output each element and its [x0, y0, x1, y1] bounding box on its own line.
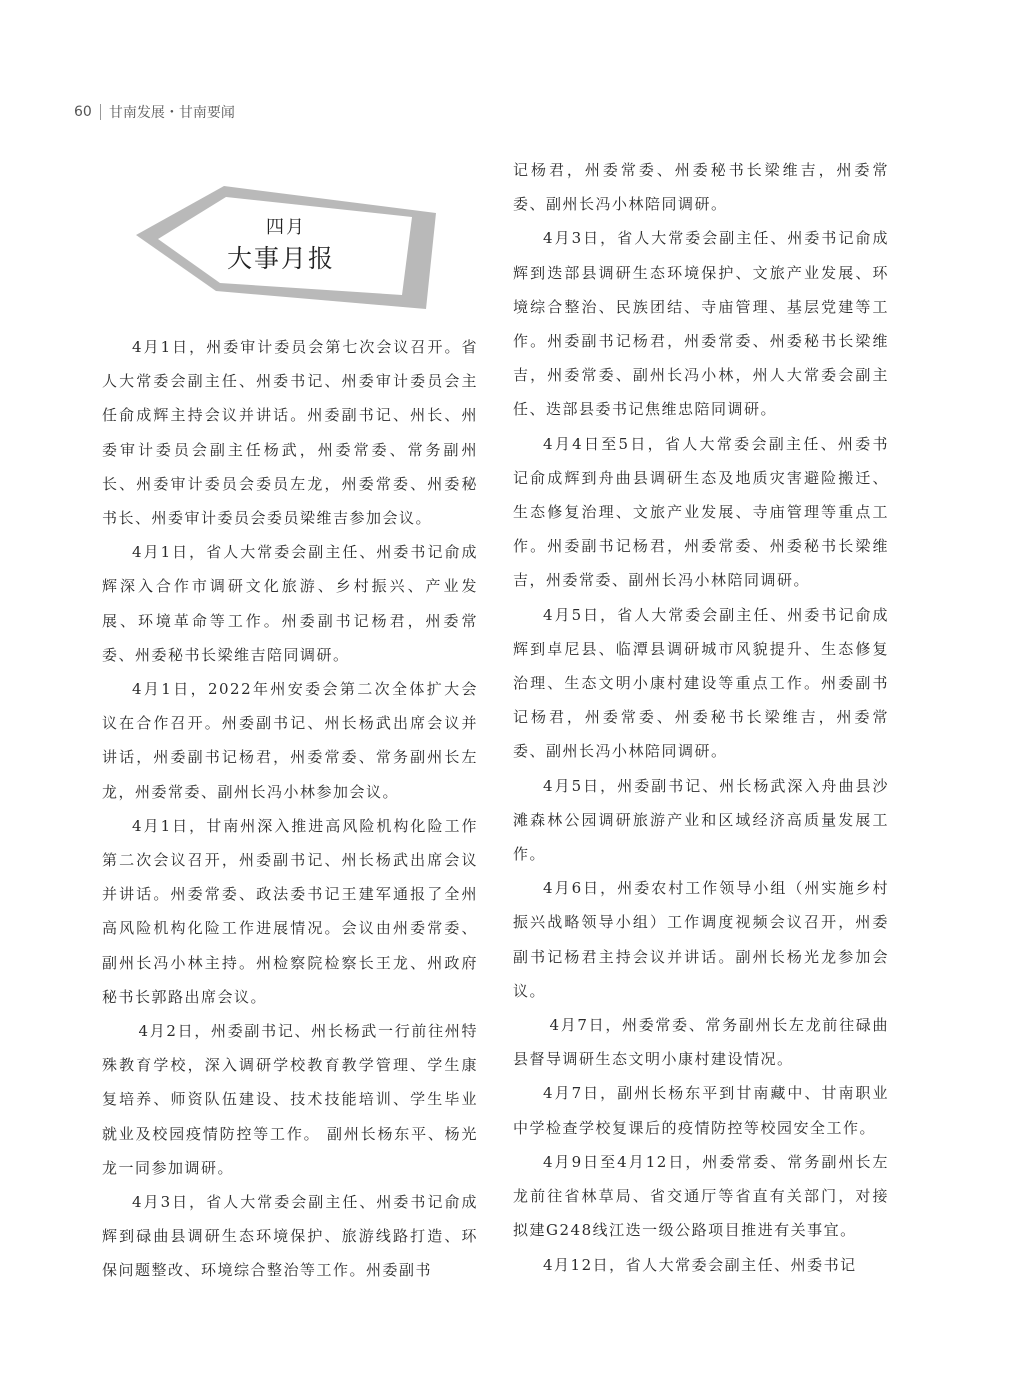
news-item: 4月7日，副州长杨东平到甘南藏中、甘南职业中学检查学校复课后的疫情防控等校园安全工作。	[513, 1084, 889, 1137]
news-item: 4月9日至4月12日，州委常委、常务副州长左龙前往省林草局、省交通厅等省直有关部门，对接拟建G248线江迭一级公路项目推进有关事宜。	[513, 1152, 889, 1240]
news-item: 4月1日，甘南州深入推进高风险机构化险工作第二次会议召开，州委副书记、州长杨武出席会议并讲话。州委常委、政法委书记王建军通报了全州高风险机构化险工作进展情况。会议由州委常委、副州长冯小林主持。州检察院检察长王龙、州政府秘书长郭路出席会议。	[102, 816, 478, 1006]
news-item-continuation: 记杨君，州委常委、州委秘书长梁维吉，州委常委、副州长冯小林陪同调研。	[513, 161, 889, 214]
news-item: 4月1日，2022年州安委会第二次全体扩大会议在合作召开。州委副书记、州长杨武出席会议并讲话，州委副书记杨君，州委常委、常务副州长左龙，州委常委、副州长冯小林参加会议。	[102, 680, 478, 801]
news-item: 4月3日，省人大常委会副主任、州委书记俞成辉到碌曲县调研生态环境保护、旅游线路打造、环保问题整改、环境综合整治等工作。州委副书	[102, 1193, 478, 1280]
news-item: 4月5日，州委副书记、州长杨武深入舟曲县沙滩森林公园调研旅游产业和区域经济高质量发展工作。	[513, 776, 889, 864]
news-item: 4月12日，省人大常委会副主任、州委书记	[543, 1255, 857, 1274]
title-main: 大事月报	[226, 244, 335, 273]
news-item: 4月7日，州委常委、常务副州长左龙前往碌曲县督导调研生态文明小康村建设情况。	[513, 1016, 889, 1069]
title-month: 四月	[266, 217, 306, 238]
page-header	[74, 100, 235, 124]
news-item: 4月4日至5日，省人大常委会副主任、州委书记俞成辉到舟曲县调研生态及地质灾害避险搬迁、生态修复治理、文旅产业发展、寺庙管理等重点工作。州委副书记杨君，州委常委、州委秘书长梁维吉，州委常委、副州长冯小林陪同调研。	[513, 434, 889, 590]
news-item: 4月1日，州委审计委员会第七次会议召开。省人大常委会副主任、州委书记、州委审计委员会主任俞成辉主持会议并讲话。州委副书记、州长、州委审计委员会副主任杨武，州委常委、常务副州长、州委审计委员会委员左龙，州委常委、州委秘书长、州委审计委员会委员梁维吉参加会议。	[102, 338, 478, 528]
page-number: 60	[74, 104, 92, 120]
news-item: 4月2日，州委副书记、州长杨武一行前往州特殊教育学校，深入调研学校教育教学管理、学生康复培养、师资队伍建设、技术技能培训、学生毕业就业及校园疫情防控等工作。 副州长杨东平、杨光龙一同参加调研。	[102, 1022, 478, 1177]
news-item: 4月1日，省人大常委会副主任、州委书记俞成辉深入合作市调研文化旅游、乡村振兴、产业发展、环境革命等工作。州委副书记杨君，州委常委、州委秘书长梁维吉陪同调研。	[102, 543, 478, 664]
right-column	[513, 153, 889, 1282]
news-item: 4月5日，省人大常委会副主任、州委书记俞成辉到卓尼县、临潭县调研城市风貌提升、生态修复治理、生态文明小康村建设等重点工作。州委副书记杨君，州委常委、州委秘书长梁维吉，州委常委、副州长冯小林陪同调研。	[513, 605, 889, 761]
left-column	[102, 330, 478, 1288]
section-title: 甘南发展・甘南要闻	[108, 105, 235, 121]
news-item: 4月6日，州委农村工作领导小组（州实施乡村振兴战略领导小组）工作调度视频会议召开，州委副书记杨君主持会议并讲话。副州长杨光龙参加会议。	[513, 879, 889, 1000]
news-item: 4月3日，省人大常委会副主任、州委书记俞成辉到迭部县调研生态环境保护、文旅产业发展、环境综合整治、民族团结、寺庙管理、基层党建等工作。州委副书记杨君，州委常委、州委秘书长梁维吉，州委常委、副州长冯小林，州人大常委会副主任、迭部县委书记焦维忠陪同调研。	[513, 229, 889, 419]
header-divider	[100, 104, 101, 120]
